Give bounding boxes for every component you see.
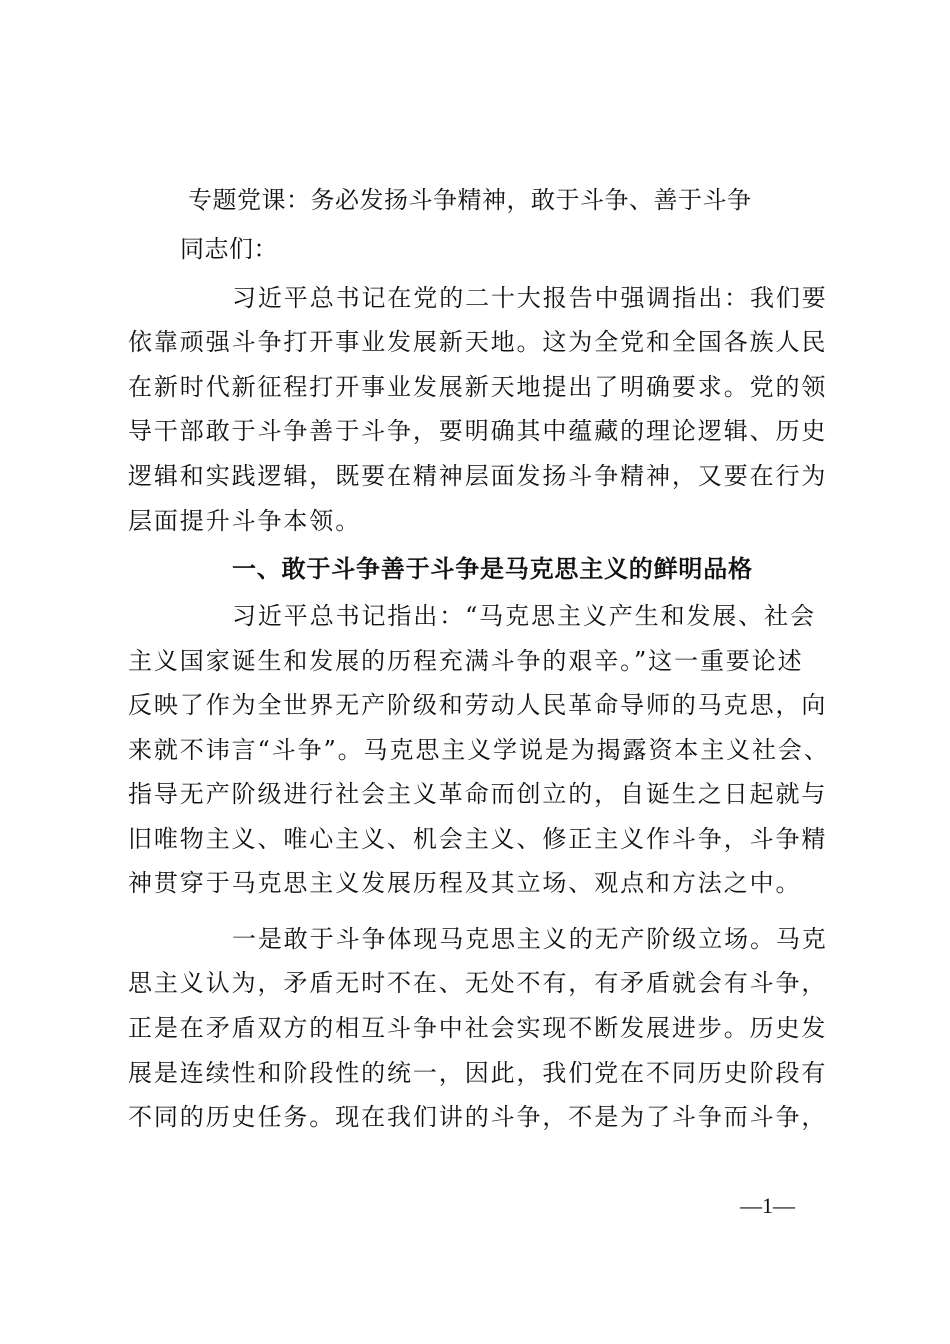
paragraph-2-line-5: 指导无产阶级进行社会主义革命而创立的，自诞生之日起就与: [128, 780, 828, 808]
section-heading-1: 一、敢于斗争善于斗争是马克思主义的鲜明品格: [232, 555, 753, 583]
paragraph-2-line-6: 旧唯物主义、唯心主义、机会主义、修正主义作斗争，斗争精: [128, 825, 828, 853]
paragraph-3-line-1: 一是敢于斗争体现马克思主义的无产阶级立场。马克: [232, 925, 828, 953]
paragraph-2-line-1: 习近平总书记指出：“马克思主义产生和发展、社会: [232, 602, 816, 630]
paragraph-2-line-3: 反映了作为全世界无产阶级和劳动人民革命导师的马克思，向: [128, 691, 828, 719]
paragraph-3-line-5: 不同的历史任务。现在我们讲的斗争，不是为了斗争而斗争，: [128, 1103, 828, 1131]
paragraph-1-line-5: 逻辑和实践逻辑，既要在精神层面发扬斗争精神，又要在行为: [128, 462, 828, 490]
paragraph-3-line-2: 思主义认为，矛盾无时不在、无处不有，有矛盾就会有斗争，: [128, 969, 828, 997]
document-title: 专题党课：务必发扬斗争精神，敢于斗争、善于斗争: [188, 186, 752, 214]
page-number: —1—: [740, 1193, 795, 1218]
paragraph-1-line-1: 习近平总书记在党的二十大报告中强调指出：我们要: [232, 284, 828, 312]
paragraph-2-line-4: 来就不讳言“斗争”。马克思主义学说是为揭露资本主义社会、: [128, 736, 830, 764]
paragraph-3-line-3: 正是在矛盾双方的相互斗争中社会实现不断发展进步。历史发: [128, 1014, 828, 1042]
paragraph-1-line-6: 层面提升斗争本领。: [128, 507, 362, 535]
paragraph-2-line-7: 神贯穿于马克思主义发展历程及其立场、观点和方法之中。: [128, 869, 802, 897]
salutation: 同志们：: [180, 235, 278, 263]
paragraph-3-line-4: 展是连续性和阶段性的统一，因此，我们党在不同历史阶段有: [128, 1059, 828, 1087]
paragraph-1-line-3: 在新时代新征程打开事业发展新天地提出了明确要求。党的领: [128, 373, 828, 401]
paragraph-1-line-2: 依靠顽强斗争打开事业发展新天地。这为全党和全国各族人民: [128, 328, 828, 356]
paragraph-1-line-4: 导干部敢于斗争善于斗争，要明确其中蕴藏的理论逻辑、历史: [128, 417, 828, 445]
paragraph-2-line-2: 主义国家诞生和发展的历程充满斗争的艰辛。”这一重要论述: [128, 647, 804, 675]
